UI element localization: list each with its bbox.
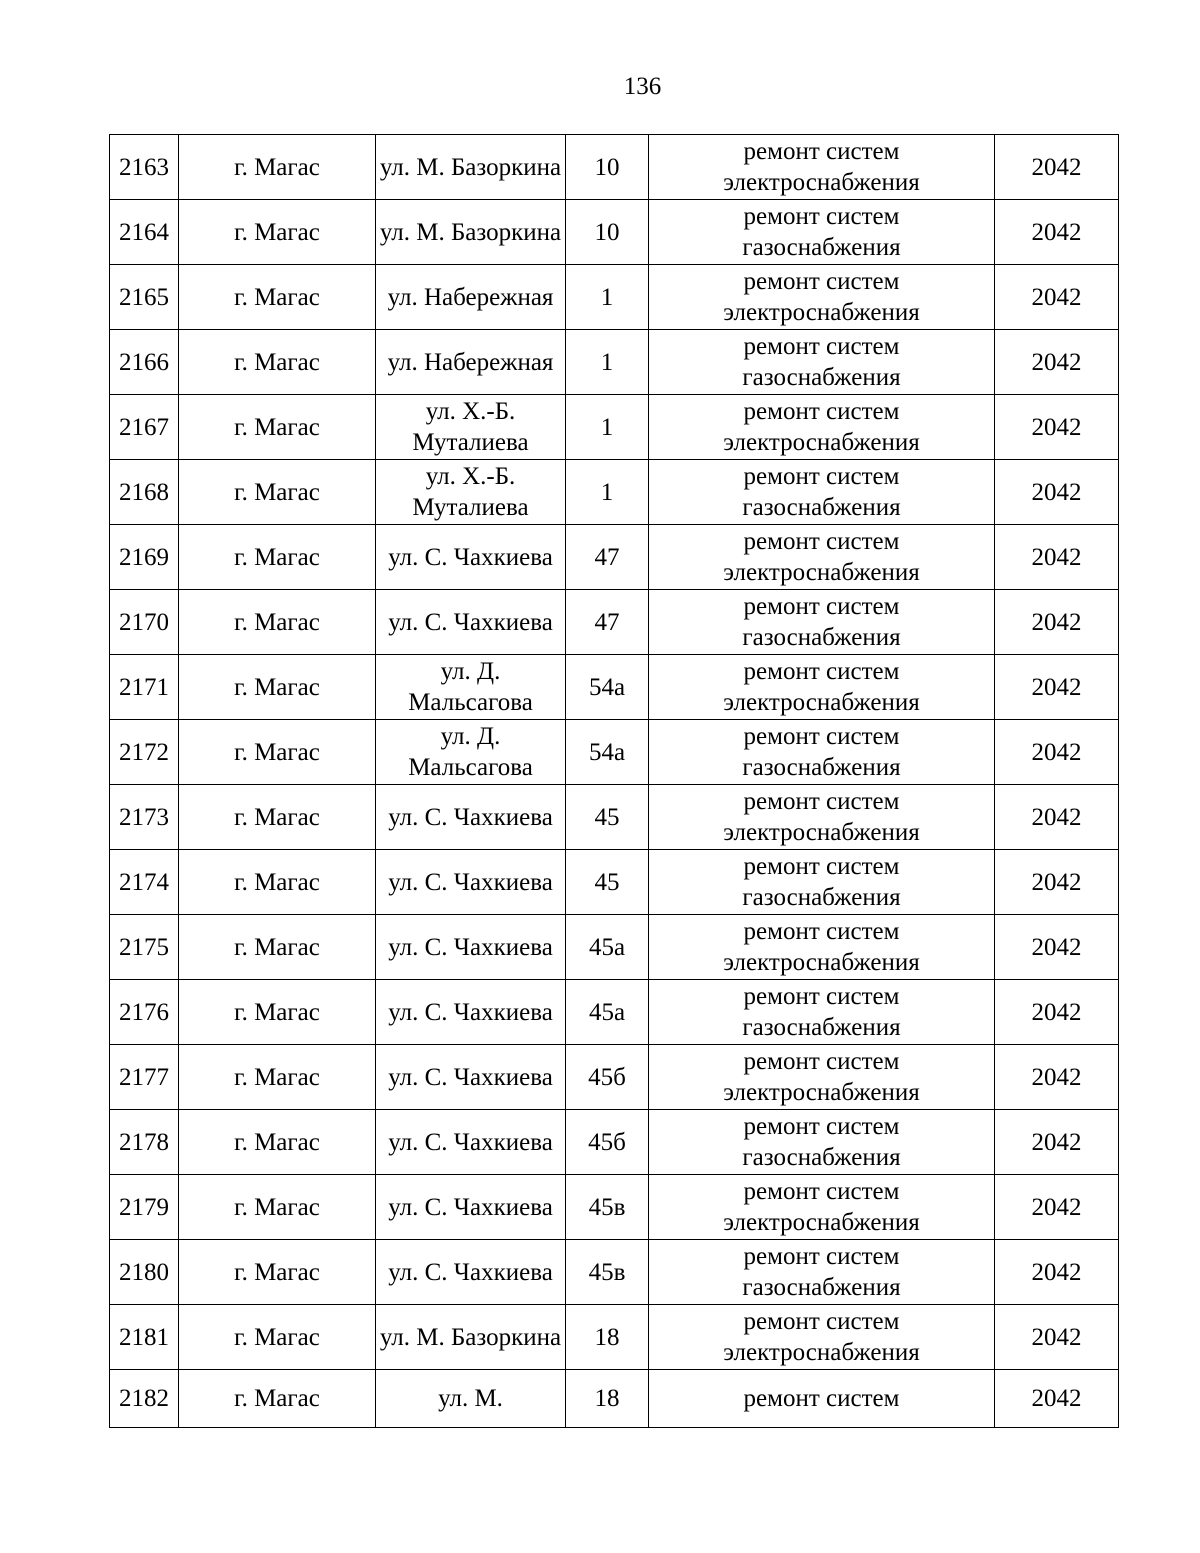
cell-number: 2173 xyxy=(110,785,179,850)
repair-schedule-table xyxy=(109,134,1119,1428)
table-row xyxy=(110,395,1119,460)
cell-year: 2042 xyxy=(995,785,1119,850)
table-row xyxy=(110,850,1119,915)
work-line: газоснабжения xyxy=(742,234,901,261)
cell-city: г. Магас xyxy=(179,1370,376,1428)
cell-work-type xyxy=(649,1370,995,1428)
table-row xyxy=(110,980,1119,1045)
table-row xyxy=(110,590,1119,655)
cell-street: ул. Х.-Б. Муталиева xyxy=(376,395,566,460)
work-line: электроснабжения xyxy=(723,949,920,976)
work-line: ремонт систем xyxy=(743,853,900,880)
cell-number: 2177 xyxy=(110,1045,179,1110)
cell-street: ул. С. Чахкиева xyxy=(376,1175,566,1240)
cell-work-type xyxy=(649,1305,995,1370)
cell-number: 2176 xyxy=(110,980,179,1045)
table-row xyxy=(110,1370,1119,1428)
cell-street: ул. С. Чахкиева xyxy=(376,1240,566,1305)
table-row xyxy=(110,460,1119,525)
cell-year: 2042 xyxy=(995,850,1119,915)
cell-house: 1 xyxy=(566,330,649,395)
work-line: ремонт систем xyxy=(743,463,900,490)
work-line: ремонт систем xyxy=(743,138,900,165)
cell-street: ул. С. Чахкиева xyxy=(376,1045,566,1110)
cell-number: 2180 xyxy=(110,1240,179,1305)
table-row xyxy=(110,330,1119,395)
cell-year: 2042 xyxy=(995,135,1119,200)
cell-city: г. Магас xyxy=(179,655,376,720)
cell-street: ул. С. Чахкиева xyxy=(376,785,566,850)
cell-work-type xyxy=(649,525,995,590)
cell-city: г. Магас xyxy=(179,330,376,395)
cell-year: 2042 xyxy=(995,525,1119,590)
cell-city: г. Магас xyxy=(179,1045,376,1110)
cell-year: 2042 xyxy=(995,1305,1119,1370)
cell-house: 45 xyxy=(566,850,649,915)
table-row xyxy=(110,135,1119,200)
cell-number: 2164 xyxy=(110,200,179,265)
table-row xyxy=(110,720,1119,785)
cell-work-type xyxy=(649,395,995,460)
table-row xyxy=(110,265,1119,330)
table-row xyxy=(110,1045,1119,1110)
table-row xyxy=(110,1240,1119,1305)
cell-year: 2042 xyxy=(995,590,1119,655)
cell-house: 45 xyxy=(566,785,649,850)
cell-number: 2174 xyxy=(110,850,179,915)
work-line: ремонт систем xyxy=(743,723,900,750)
cell-work-type xyxy=(649,330,995,395)
cell-city: г. Магас xyxy=(179,720,376,785)
work-line: ремонт систем xyxy=(743,983,900,1010)
work-line: ремонт систем xyxy=(743,203,900,230)
cell-year: 2042 xyxy=(995,330,1119,395)
cell-city: г. Магас xyxy=(179,915,376,980)
cell-work-type xyxy=(649,720,995,785)
cell-year: 2042 xyxy=(995,1045,1119,1110)
cell-house: 54а xyxy=(566,720,649,785)
work-line: газоснабжения xyxy=(742,884,901,911)
cell-city: г. Магас xyxy=(179,590,376,655)
cell-work-type xyxy=(649,980,995,1045)
cell-work-type xyxy=(649,1045,995,1110)
work-line: газоснабжения xyxy=(742,1014,901,1041)
cell-year: 2042 xyxy=(995,200,1119,265)
work-line: ремонт систем xyxy=(743,1385,900,1412)
cell-number: 2169 xyxy=(110,525,179,590)
cell-city: г. Магас xyxy=(179,785,376,850)
cell-house: 1 xyxy=(566,395,649,460)
cell-work-type xyxy=(649,1175,995,1240)
cell-work-type xyxy=(649,915,995,980)
cell-street: ул. Набережная xyxy=(376,330,566,395)
cell-city: г. Магас xyxy=(179,395,376,460)
work-line: электроснабжения xyxy=(723,689,920,716)
work-line: электроснабжения xyxy=(723,299,920,326)
cell-number: 2172 xyxy=(110,720,179,785)
table-body xyxy=(110,135,1119,1428)
cell-year: 2042 xyxy=(995,1110,1119,1175)
work-line: ремонт систем xyxy=(743,1113,900,1140)
cell-work-type xyxy=(649,265,995,330)
cell-number: 2165 xyxy=(110,265,179,330)
work-line: электроснабжения xyxy=(723,1209,920,1236)
cell-year: 2042 xyxy=(995,1370,1119,1428)
cell-street: ул. С. Чахкиева xyxy=(376,915,566,980)
cell-street: ул. Д. Мальсагова xyxy=(376,720,566,785)
cell-house: 18 xyxy=(566,1370,649,1428)
cell-house: 10 xyxy=(566,135,649,200)
work-line: электроснабжения xyxy=(723,1339,920,1366)
cell-street: ул. Набережная xyxy=(376,265,566,330)
work-line: ремонт систем xyxy=(743,333,900,360)
cell-city: г. Магас xyxy=(179,1110,376,1175)
cell-year: 2042 xyxy=(995,460,1119,525)
work-line: ремонт систем xyxy=(743,788,900,815)
cell-number: 2182 xyxy=(110,1370,179,1428)
cell-year: 2042 xyxy=(995,395,1119,460)
cell-number: 2163 xyxy=(110,135,179,200)
work-line: газоснабжения xyxy=(742,1144,901,1171)
cell-city: г. Магас xyxy=(179,1240,376,1305)
cell-work-type xyxy=(649,785,995,850)
work-line: ремонт систем xyxy=(743,1048,900,1075)
cell-house: 54а xyxy=(566,655,649,720)
table-row xyxy=(110,915,1119,980)
work-line: газоснабжения xyxy=(742,364,901,391)
cell-number: 2168 xyxy=(110,460,179,525)
work-line: ремонт систем xyxy=(743,593,900,620)
cell-year: 2042 xyxy=(995,1240,1119,1305)
cell-street: ул. С. Чахкиева xyxy=(376,590,566,655)
cell-number: 2170 xyxy=(110,590,179,655)
work-line: газоснабжения xyxy=(742,624,901,651)
cell-city: г. Магас xyxy=(179,200,376,265)
cell-house: 45в xyxy=(566,1240,649,1305)
cell-city: г. Магас xyxy=(179,850,376,915)
cell-city: г. Магас xyxy=(179,135,376,200)
cell-work-type xyxy=(649,1240,995,1305)
cell-house: 45в xyxy=(566,1175,649,1240)
cell-city: г. Магас xyxy=(179,1305,376,1370)
cell-number: 2178 xyxy=(110,1110,179,1175)
work-line: ремонт систем xyxy=(743,528,900,555)
table-row xyxy=(110,1305,1119,1370)
cell-number: 2167 xyxy=(110,395,179,460)
cell-number: 2175 xyxy=(110,915,179,980)
cell-city: г. Магас xyxy=(179,525,376,590)
cell-year: 2042 xyxy=(995,1175,1119,1240)
cell-year: 2042 xyxy=(995,655,1119,720)
cell-house: 1 xyxy=(566,460,649,525)
cell-house: 45а xyxy=(566,980,649,1045)
cell-street: ул. С. Чахкиева xyxy=(376,1110,566,1175)
cell-street: ул. С. Чахкиева xyxy=(376,980,566,1045)
cell-city: г. Магас xyxy=(179,1175,376,1240)
work-line: газоснабжения xyxy=(742,754,901,781)
work-line: ремонт систем xyxy=(743,398,900,425)
work-line: ремонт систем xyxy=(743,1178,900,1205)
table-row xyxy=(110,525,1119,590)
cell-house: 47 xyxy=(566,590,649,655)
cell-street: ул. С. Чахкиева xyxy=(376,850,566,915)
cell-street: ул. М. Базоркина xyxy=(376,1305,566,1370)
cell-work-type xyxy=(649,460,995,525)
cell-number: 2181 xyxy=(110,1305,179,1370)
cell-work-type xyxy=(649,590,995,655)
cell-year: 2042 xyxy=(995,720,1119,785)
cell-street: ул. М. Базоркина xyxy=(376,135,566,200)
work-line: ремонт систем xyxy=(743,268,900,295)
work-line: газоснабжения xyxy=(742,1274,901,1301)
page-number: 136 xyxy=(623,73,662,100)
cell-work-type xyxy=(649,200,995,265)
work-line: электроснабжения xyxy=(723,429,920,456)
cell-house: 1 xyxy=(566,265,649,330)
cell-street: ул. С. Чахкиева xyxy=(376,525,566,590)
table-row xyxy=(110,1110,1119,1175)
cell-work-type xyxy=(649,655,995,720)
cell-street: ул. М. xyxy=(376,1370,566,1428)
cell-city: г. Магас xyxy=(179,980,376,1045)
cell-house: 18 xyxy=(566,1305,649,1370)
work-line: электроснабжения xyxy=(723,819,920,846)
work-line: ремонт систем xyxy=(743,658,900,685)
cell-house: 45б xyxy=(566,1045,649,1110)
table-row xyxy=(110,785,1119,850)
cell-house: 47 xyxy=(566,525,649,590)
cell-work-type xyxy=(649,1110,995,1175)
cell-work-type xyxy=(649,135,995,200)
work-line: электроснабжения xyxy=(723,559,920,586)
cell-house: 45б xyxy=(566,1110,649,1175)
cell-street: ул. Д. Мальсагова xyxy=(376,655,566,720)
cell-number: 2166 xyxy=(110,330,179,395)
cell-city: г. Магас xyxy=(179,460,376,525)
cell-house: 10 xyxy=(566,200,649,265)
cell-number: 2179 xyxy=(110,1175,179,1240)
cell-street: ул. Х.-Б. Муталиева xyxy=(376,460,566,525)
cell-year: 2042 xyxy=(995,265,1119,330)
work-line: электроснабжения xyxy=(723,169,920,196)
work-line: электроснабжения xyxy=(723,1079,920,1106)
cell-year: 2042 xyxy=(995,915,1119,980)
cell-number: 2171 xyxy=(110,655,179,720)
work-line: ремонт систем xyxy=(743,918,900,945)
cell-year: 2042 xyxy=(995,980,1119,1045)
table-row xyxy=(110,655,1119,720)
table-row xyxy=(110,1175,1119,1240)
work-line: газоснабжения xyxy=(742,494,901,521)
work-line: ремонт систем xyxy=(743,1243,900,1270)
cell-house: 45а xyxy=(566,915,649,980)
table-row xyxy=(110,200,1119,265)
cell-city: г. Магас xyxy=(179,265,376,330)
cell-work-type xyxy=(649,850,995,915)
cell-street: ул. М. Базоркина xyxy=(376,200,566,265)
work-line: ремонт систем xyxy=(743,1308,900,1335)
